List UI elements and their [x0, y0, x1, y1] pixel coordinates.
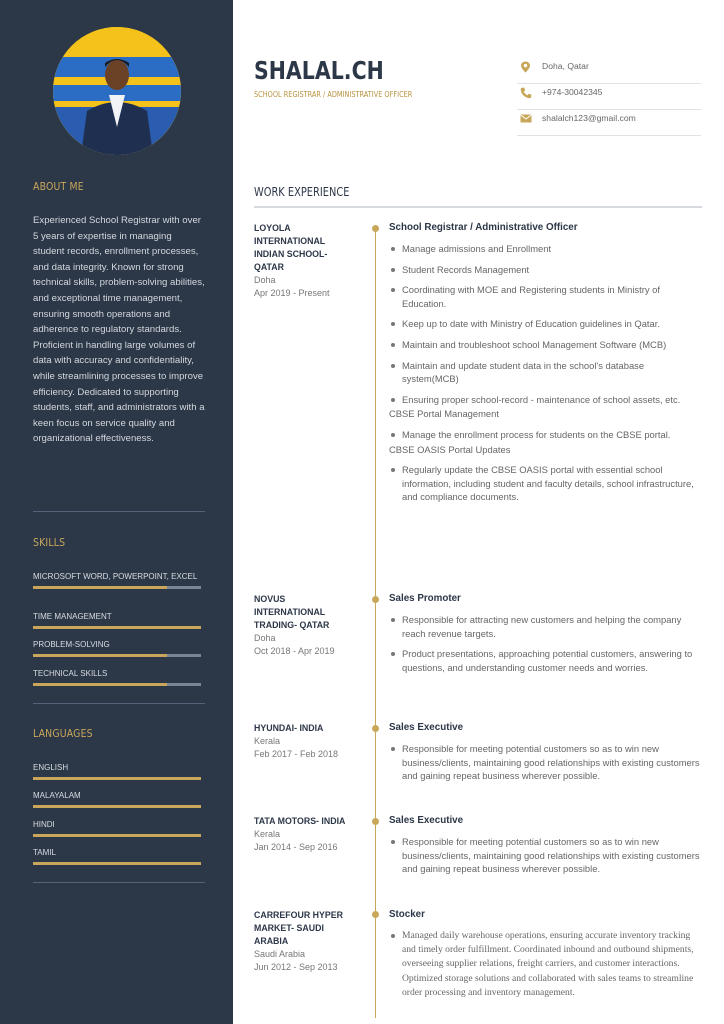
language-item — [33, 819, 201, 837]
bullet-list — [389, 428, 701, 442]
bullet-list — [389, 835, 701, 876]
timeline-dot — [372, 818, 379, 825]
skill-bar — [33, 654, 201, 657]
contact-text: shalalch123@gmail.com — [542, 113, 636, 123]
skills-title: SKILLS — [33, 536, 66, 549]
employer-name: NOVUS INTERNATIONAL TRADING- QATAR — [254, 594, 330, 630]
language-label: MALAYALAM — [33, 791, 81, 800]
employer-name: TATA MOTORS- INDIA — [254, 816, 346, 826]
job-title: Sales Executive — [389, 815, 464, 826]
about-text: Experienced School Registrar with over 5 years of expertise in managing student records, enrollment processes, and data integrity. Known for strong technical skills, problem-solving abilities, and exceptional time management, ensuring smooth operations and adherence to regulatory standards. Proficient in handling large volumes of data with accuracy and confidentiality, while streamlining processes to improve efficiency. Dedicated to supporting students, staff, and administrators with a keen focus on service quality and organizational effectiveness. — [33, 215, 205, 445]
employer-block — [254, 815, 352, 854]
envelope-icon — [520, 113, 532, 123]
language-item — [33, 790, 201, 808]
job-title: Sales Executive — [389, 722, 464, 733]
timeline-dot — [372, 911, 379, 918]
skill-bar — [33, 626, 201, 629]
employment-dates: Oct 2018 - Apr 2019 — [254, 646, 335, 656]
bullet-item: Responsible for meeting potential customers so as to win new business/clients, maintaining good relationships with existing customers and gaining repeat business wherever possible. — [389, 835, 701, 876]
language-item — [33, 762, 201, 780]
skill-item — [33, 668, 201, 686]
divider — [33, 703, 205, 704]
skill-bar-fill — [33, 586, 167, 589]
employer-block — [254, 722, 352, 761]
bullet-item: Student Records Management — [389, 263, 701, 277]
language-bar-fill — [33, 805, 201, 808]
skill-bar — [33, 586, 201, 589]
skill-item — [33, 571, 201, 589]
profile-photo — [53, 27, 181, 155]
divider — [254, 206, 702, 208]
language-bar-fill — [33, 834, 201, 837]
language-bar — [33, 805, 201, 808]
job-title: School Registrar / Administrative Officer — [389, 222, 578, 233]
language-bar — [33, 862, 201, 865]
sub-heading: CBSE OASIS Portal Updates — [389, 443, 511, 455]
candidate-role: SCHOOL REGISTRAR / ADMINISTRATIVE OFFICER — [254, 90, 413, 99]
employer-name: LOYOLA INTERNATIONAL INDIAN SCHOOL- QATAR — [254, 223, 328, 272]
contact-text: Doha, Qatar — [542, 61, 589, 71]
work-experience-title: WORK EXPERIENCE — [254, 185, 350, 199]
skill-bar-fill — [33, 626, 201, 629]
job-block — [389, 814, 701, 883]
employer-location: Saudi Arabia — [254, 949, 306, 959]
contact-text: +974-30042345 — [542, 87, 603, 97]
employer-block — [254, 593, 352, 658]
bullet-list — [389, 242, 701, 406]
skill-item — [33, 639, 201, 657]
timeline-dot — [372, 596, 379, 603]
bullet-item: Manage the enrollment process for students on the CBSE portal. — [389, 428, 701, 442]
timeline-dot — [372, 725, 379, 732]
job-title: Sales Promoter — [389, 593, 461, 604]
employer-location: Kerala — [254, 829, 281, 839]
phone-icon — [520, 87, 532, 99]
bullet-item: Ensuring proper school-record - maintenance of school assets, etc. — [389, 393, 701, 407]
divider — [33, 882, 205, 883]
job-block — [389, 721, 701, 790]
skill-label: PROBLEM-SOLVING — [33, 640, 110, 649]
skill-bar — [33, 683, 201, 686]
employer-block — [254, 909, 352, 974]
employment-dates: Jan 2014 - Sep 2016 — [254, 842, 338, 852]
timeline-dot — [372, 225, 379, 232]
language-bar-fill — [33, 862, 201, 865]
employer-name: HYUNDAI- INDIA — [254, 723, 324, 733]
timeline-line — [375, 228, 376, 1018]
skill-label: MICROSOFT WORD, POWERPOINT, EXCEL — [33, 572, 198, 581]
job-block — [389, 908, 701, 1000]
employer-location: Kerala — [254, 736, 281, 746]
skill-bar-fill — [33, 654, 167, 657]
language-bar — [33, 834, 201, 837]
bullet-item: Manage admissions and Enrollment — [389, 242, 701, 256]
job-title: Stocker — [389, 909, 425, 920]
employment-dates: Apr 2019 - Present — [254, 288, 330, 298]
about-title: ABOUT ME — [33, 180, 84, 193]
contact-location — [517, 58, 701, 84]
sidebar — [0, 0, 233, 1024]
employer-location: Doha — [254, 275, 276, 285]
language-label: ENGLISH — [33, 763, 69, 772]
sub-heading: CBSE Portal Management — [389, 408, 499, 420]
language-item — [33, 847, 201, 865]
bullet-list — [389, 463, 701, 504]
skill-item — [33, 611, 201, 629]
bullet-list — [389, 742, 701, 783]
language-label: HINDI — [33, 820, 55, 829]
language-bar-fill — [33, 777, 201, 780]
employment-dates: Jun 2012 - Sep 2013 — [254, 962, 338, 972]
employer-block — [254, 222, 352, 300]
employer-location: Doha — [254, 633, 276, 643]
skill-label: TECHNICAL SKILLS — [33, 669, 108, 678]
bullet-item: Responsible for attracting new customers and helping the company reach revenue targets. — [389, 613, 701, 640]
languages-title: LANGUAGES — [33, 727, 93, 740]
employer-name: CARREFOUR HYPER MARKET- SAUDI ARABIA — [254, 910, 343, 946]
bullet-item: Keep up to date with Ministry of Education guidelines in Qatar. — [389, 317, 701, 331]
language-bar — [33, 777, 201, 780]
skill-label: TIME MANAGEMENT — [33, 612, 112, 621]
bullet-item: Maintain and update student data in the school's database system(MCB) — [389, 359, 701, 386]
language-label: TAMIL — [33, 848, 56, 857]
bullet-item: Maintain and troubleshoot school Management Software (MCB) — [389, 338, 701, 352]
job-block — [389, 221, 701, 511]
candidate-name: SHALAL.CH — [254, 56, 384, 85]
contact-phone — [517, 84, 701, 110]
bullet-item: Regularly update the CBSE OASIS portal with essential school information, including student and faculty details, school infrastructure, and compliance documents. — [389, 463, 701, 504]
bullet-item: Managed daily warehouse operations, ensuring accurate inventory tracking and timely order fulfillment. Coordinated inbound and outbound shipments, overseeing supplier relations, freight carriers, and customer interactions. Optimized storage solutions and collaborated with sales teams to streamline order processing and inventory management. — [389, 929, 701, 1000]
bullet-item: Coordinating with MOE and Registering students in Ministry of Education. — [389, 283, 701, 310]
bullet-item: Responsible for meeting potential customers so as to win new business/clients, maintaining good relationships with existing customers and gaining repeat business wherever possible. — [389, 742, 701, 783]
bullet-item: Product presentations, approaching potential customers, answering to questions, and understanding customer needs and worries. — [389, 647, 701, 674]
bullet-list — [389, 613, 701, 674]
employment-dates: Feb 2017 - Feb 2018 — [254, 749, 339, 759]
contact-email — [517, 110, 701, 136]
bullet-list — [389, 929, 701, 1000]
job-block — [389, 592, 701, 681]
location-pin-icon — [520, 61, 531, 73]
skill-bar-fill — [33, 683, 167, 686]
divider — [33, 511, 205, 512]
